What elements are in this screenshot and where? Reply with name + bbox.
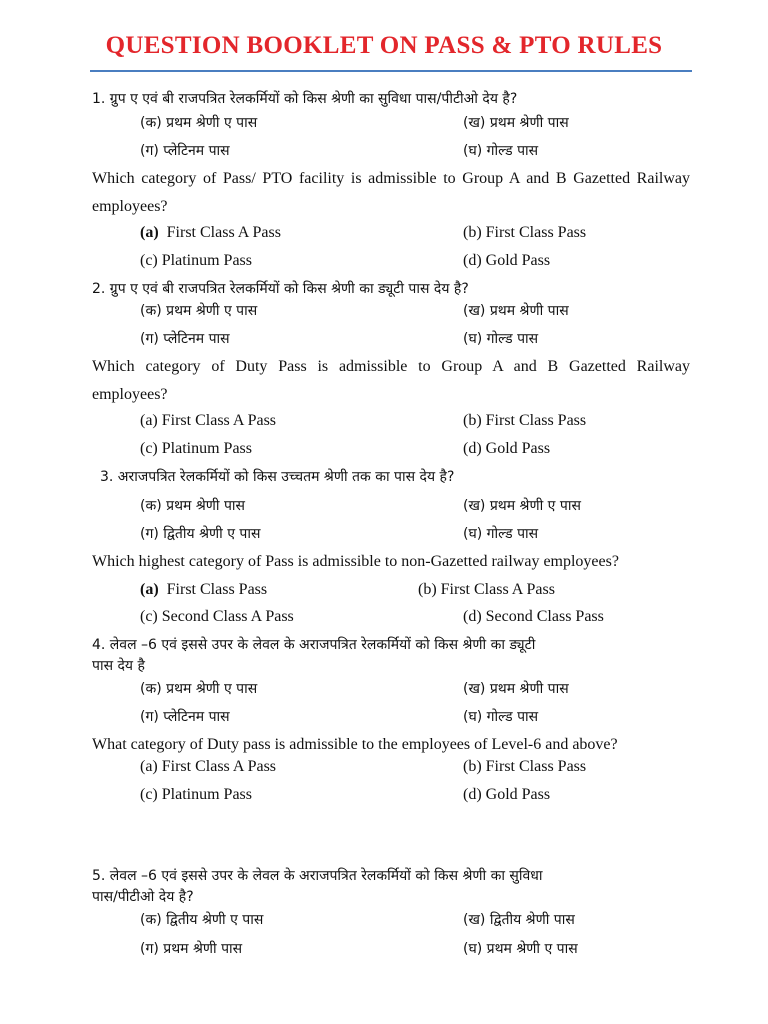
q1-hindi-option-1: (क) प्रथम श्रेणी ए पास (140, 115, 258, 131)
q3-english-option-2: (b) First Class A Pass (418, 581, 555, 598)
q1-hindi-option-2: (ख) प्रथम श्रेणी पास (463, 115, 569, 131)
q3-english-option-1 (140, 581, 267, 599)
answer-key-marker: (a) (140, 581, 159, 598)
q3-english-option-3: (c) Second Class A Pass (140, 608, 294, 625)
q2-hindi-option-4: (घ) गोल्ड पास (463, 331, 539, 347)
q3-english-option-4: (d) Second Class Pass (463, 608, 604, 625)
q4-hindi-line-1: 4. लेवल –6 एवं इससे उपर के लेवल के अराजपत्रित रेलकर्मियों को किस श्रेणी का ड्यूटी (92, 637, 536, 653)
q4-hindi-line-2: पास देय है (92, 658, 145, 674)
title-underline (90, 70, 692, 72)
q4-english-option-3: (c) Platinum Pass (140, 786, 252, 803)
q2-hindi-option-1: (क) प्रथम श्रेणी ए पास (140, 303, 258, 319)
q4-english-option-1: (a) First Class A Pass (140, 758, 277, 775)
q5-hindi-line-2: पास/पीटीओ देय है? (92, 889, 194, 905)
q4-hindi-option-2: (ख) प्रथम श्रेणी पास (463, 681, 569, 697)
answer-key-marker: (a) (140, 224, 159, 241)
q2-english-option-2: (b) First Class Pass (463, 412, 587, 429)
q2-english-option-4: (d) Gold Pass (463, 440, 551, 457)
q1-english-option-1-text: First Class A Pass (166, 224, 281, 241)
q2-hindi-option-2: (ख) प्रथम श्रेणी पास (463, 303, 569, 319)
q1-english-option-3: (c) Platinum Pass (140, 252, 252, 269)
q1-english-line-2: employees? (92, 198, 168, 215)
q5-hindi-option-2: (ख) द्वितीय श्रेणी पास (463, 912, 575, 928)
q2-english-line-2: employees? (92, 386, 168, 403)
q1-english-option-2: (b) First Class Pass (463, 224, 587, 241)
q3-hindi-option-4: (घ) गोल्ड पास (463, 526, 539, 542)
q3-english-line-1: Which highest category of Pass is admissible to non-Gazetted railway employees? (92, 553, 619, 570)
q3-hindi-option-2: (ख) प्रथम श्रेणी ए पास (463, 498, 581, 514)
q2-english-option-3: (c) Platinum Pass (140, 440, 252, 457)
q2-english-line-1: Which category of Duty Pass is admissible to Group A and B Gazetted Railway (92, 358, 690, 375)
q1-hindi-option-4: (घ) गोल्ड पास (463, 143, 539, 159)
q5-hindi-option-4: (घ) प्रथम श्रेणी ए पास (463, 941, 578, 957)
q2-hindi-option-3: (ग) प्लेटिनम पास (140, 331, 230, 347)
q4-english-line-1: What category of Duty pass is admissible to the employees of Level-6 and above? (92, 736, 618, 753)
q5-hindi-line-1: 5. लेवल –6 एवं इससे उपर के लेवल के अराजपत्रित रेलकर्मियों को किस श्रेणी का सुविधा (92, 868, 543, 884)
q5-hindi-option-1: (क) द्वितीय श्रेणी ए पास (140, 912, 264, 928)
q1-hindi-option-3: (ग) प्लेटिनम पास (140, 143, 230, 159)
q5-hindi-option-3: (ग) प्रथम श्रेणी पास (140, 941, 243, 957)
q2-hindi: 2. ग्रुप ए एवं बी राजपत्रित रेलकर्मियों को किस श्रेणी का ड्यूटी पास देय है? (92, 281, 469, 297)
q3-hindi: 3. अराजपत्रित रेलकर्मियों को किस उच्चतम श्रेणी तक का पास देय है? (100, 469, 455, 485)
q4-english-option-4: (d) Gold Pass (463, 786, 551, 803)
q3-hindi-option-3: (ग) द्वितीय श्रेणी ए पास (140, 526, 261, 542)
q1-english-line-1: Which category of Pass/ PTO facility is admissible to Group A and B Gazetted Railway (92, 170, 690, 187)
q3-hindi-option-1: (क) प्रथम श्रेणी पास (140, 498, 246, 514)
q4-english-option-2: (b) First Class Pass (463, 758, 587, 775)
q1-hindi: 1. ग्रुप ए एवं बी राजपत्रित रेलकर्मियों को किस श्रेणी का सुविधा पास/पीटीओ देय है? (92, 91, 518, 107)
q1-english-option-4: (d) Gold Pass (463, 252, 551, 269)
page-title: QUESTION BOOKLET ON PASS & PTO RULES (105, 32, 663, 59)
q2-english-option-1: (a) First Class A Pass (140, 412, 277, 429)
q1-english-option-1 (140, 224, 281, 242)
q4-hindi-option-1: (क) प्रथम श्रेणी ए पास (140, 681, 258, 697)
q4-hindi-option-3: (ग) प्लेटिनम पास (140, 709, 230, 725)
q4-hindi-option-4: (घ) गोल्ड पास (463, 709, 539, 725)
q3-english-option-1-text: First Class Pass (166, 581, 268, 598)
